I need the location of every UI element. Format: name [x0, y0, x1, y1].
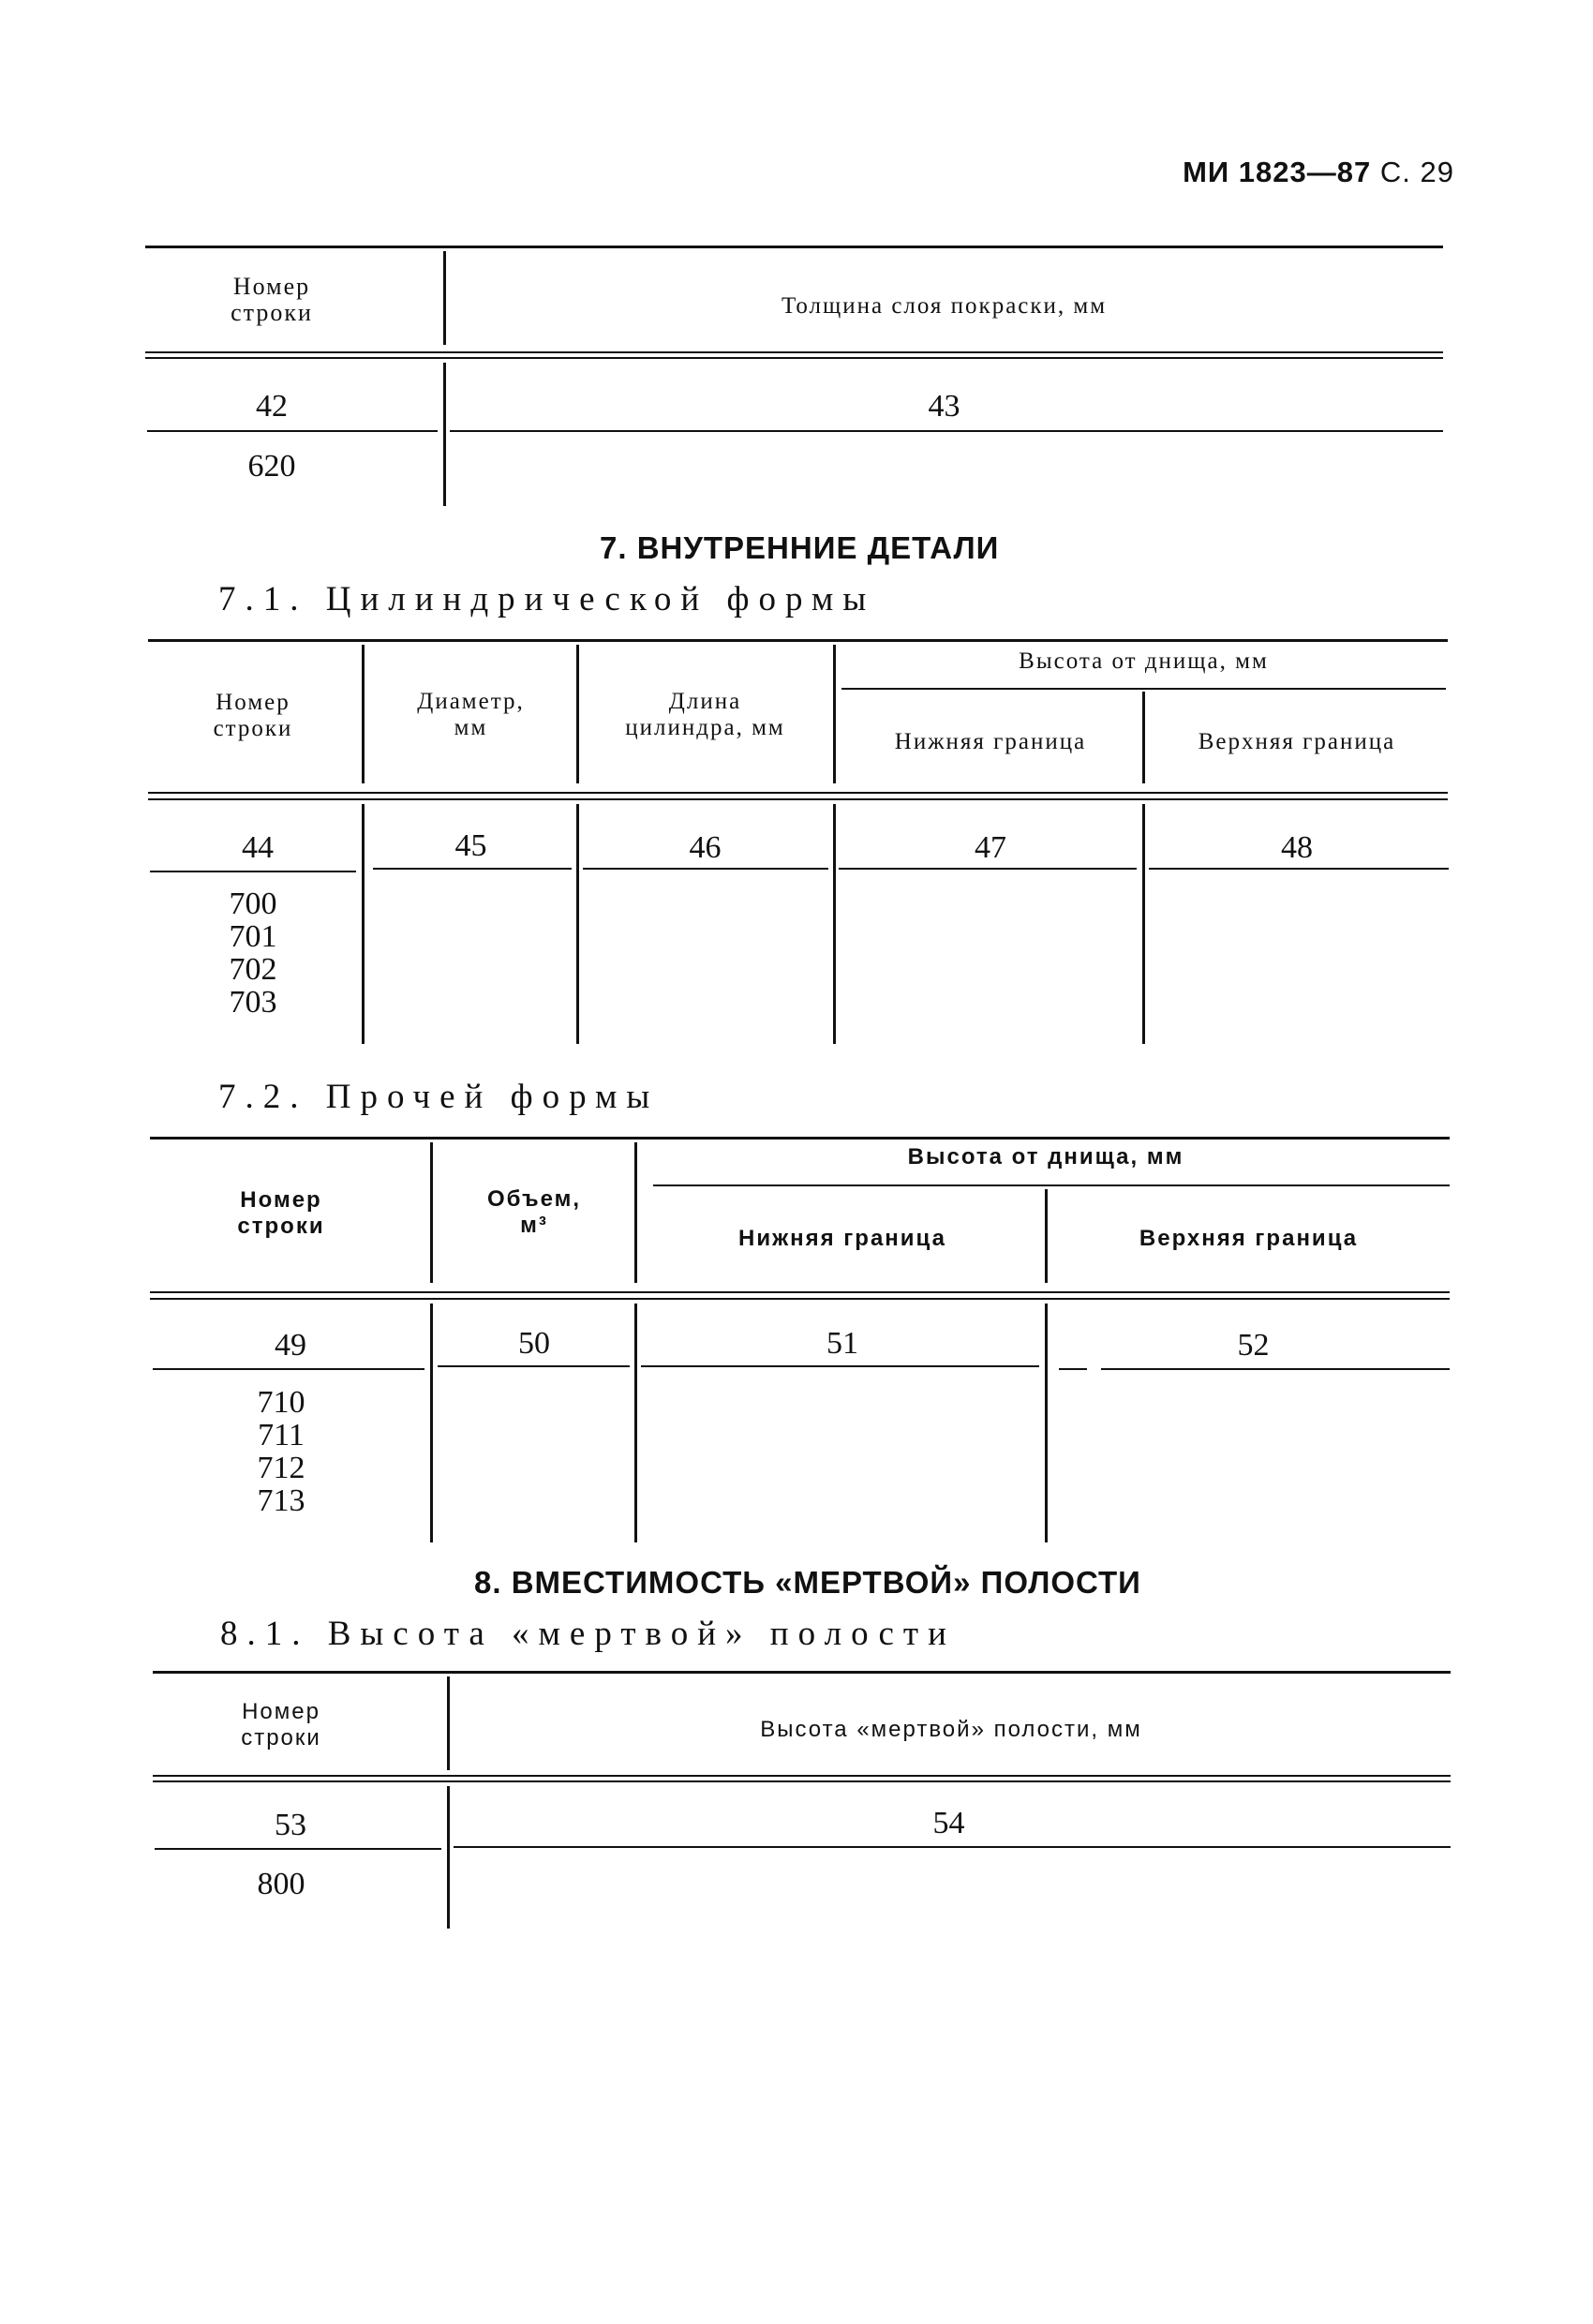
numbers-rule — [583, 868, 828, 870]
row-number: 800 — [257, 1867, 305, 1901]
column-number: 52 — [1237, 1328, 1270, 1363]
header-double-rule-2 — [145, 357, 1443, 359]
column-number: 44 — [242, 830, 274, 865]
height-group-rule — [841, 688, 1446, 690]
column-header-row-number: Номер строки — [241, 1699, 321, 1750]
page-header — [1183, 156, 1454, 189]
column-header-row-number: Номер строки — [237, 1187, 325, 1239]
column-header-thickness: Толщина слоя покраски, мм — [781, 293, 1108, 319]
table-top-rule — [148, 639, 1448, 642]
table-top-rule — [145, 246, 1443, 248]
column-divider — [576, 645, 579, 783]
height-group-rule — [653, 1184, 1450, 1186]
numbers-rule — [839, 868, 1137, 870]
column-number: 46 — [689, 830, 722, 865]
column-header-diameter: Диаметр, мм — [417, 689, 525, 740]
header-double-rule-1 — [148, 792, 1448, 794]
column-divider — [443, 363, 446, 506]
column-header-row-number: Номер строки — [213, 690, 293, 741]
column-number: 50 — [518, 1326, 550, 1361]
column-divider — [430, 1304, 433, 1542]
column-header-dead-cavity-height: Высота «мертвой» полости, мм — [760, 1717, 1142, 1742]
column-divider — [1142, 692, 1145, 783]
column-divider — [634, 1304, 637, 1542]
column-header-height-from-bottom: Высота от днища, мм — [907, 1144, 1184, 1169]
numbers-rule — [147, 430, 438, 432]
header-double-rule-2 — [153, 1780, 1451, 1782]
row-numbers: 700 701 702 703 — [229, 886, 277, 1020]
column-number: 51 — [826, 1326, 858, 1361]
column-divider — [1142, 804, 1145, 1044]
column-number: 43 — [928, 389, 960, 424]
column-number: 47 — [975, 830, 1006, 865]
table-top-rule — [150, 1137, 1450, 1140]
column-header-lower-bound: Нижняя граница — [738, 1226, 946, 1251]
column-divider — [576, 804, 579, 1044]
column-divider — [362, 804, 365, 1044]
column-header-lower-bound: Нижняя граница — [894, 729, 1087, 754]
column-number: 54 — [932, 1806, 965, 1840]
column-divider — [362, 645, 365, 783]
numbers-rule — [454, 1846, 1451, 1848]
column-header-cylinder-length: Длина цилиндра, мм — [625, 689, 785, 740]
column-header-volume: Объем, м³ — [486, 1186, 582, 1238]
page-number: С. 29 — [1379, 156, 1454, 188]
column-divider — [443, 251, 446, 345]
document-code: МИ 1823—87 — [1183, 156, 1372, 188]
column-number: 49 — [275, 1328, 306, 1363]
subsection-8-1-title: 8.1. Высота «мертвой» полости — [220, 1615, 956, 1653]
table-top-rule — [153, 1671, 1451, 1674]
numbers-rule — [438, 1365, 630, 1367]
numbers-rule — [641, 1365, 1039, 1367]
row-number: 620 — [247, 449, 296, 484]
numbers-rule — [153, 1368, 424, 1370]
column-number: 53 — [275, 1808, 306, 1842]
section-7-title: 7. ВНУТРЕННИЕ ДЕТАЛИ — [600, 530, 1000, 565]
subsection-7-1-title: 7.1. Цилиндрической формы — [218, 580, 876, 618]
column-divider — [447, 1676, 450, 1770]
column-divider — [833, 804, 836, 1044]
section-8-title: 8. ВМЕСТИМОСТЬ «МЕРТВОЙ» ПОЛОСТИ — [474, 1565, 1141, 1600]
column-header-row-number: Номер строки — [231, 273, 313, 326]
numbers-rule — [155, 1848, 441, 1850]
column-divider — [1045, 1189, 1048, 1283]
row-numbers: 710 711 712 713 — [257, 1385, 305, 1518]
column-divider — [430, 1142, 433, 1283]
numbers-rule — [1149, 868, 1449, 870]
column-divider — [833, 645, 836, 783]
header-double-rule-1 — [150, 1291, 1450, 1293]
column-divider — [634, 1142, 637, 1283]
numbers-rule — [1059, 1368, 1087, 1370]
column-number: 48 — [1281, 830, 1313, 865]
column-header-height-from-bottom: Высота от днища, мм — [1019, 648, 1269, 674]
column-divider — [1045, 1304, 1048, 1542]
numbers-rule — [150, 871, 356, 872]
column-header-upper-bound: Верхняя граница — [1198, 729, 1396, 754]
column-number: 45 — [454, 828, 487, 863]
header-double-rule-2 — [150, 1298, 1450, 1300]
numbers-rule — [373, 868, 572, 870]
header-double-rule-1 — [145, 351, 1443, 353]
header-double-rule-2 — [148, 798, 1448, 800]
column-header-upper-bound: Верхняя граница — [1139, 1226, 1359, 1251]
numbers-rule — [450, 430, 1443, 432]
numbers-rule — [1101, 1368, 1450, 1370]
header-double-rule-1 — [153, 1775, 1451, 1777]
column-number: 42 — [256, 389, 288, 424]
subsection-7-2-title: 7.2. Прочей формы — [218, 1078, 660, 1116]
column-divider — [447, 1786, 450, 1929]
